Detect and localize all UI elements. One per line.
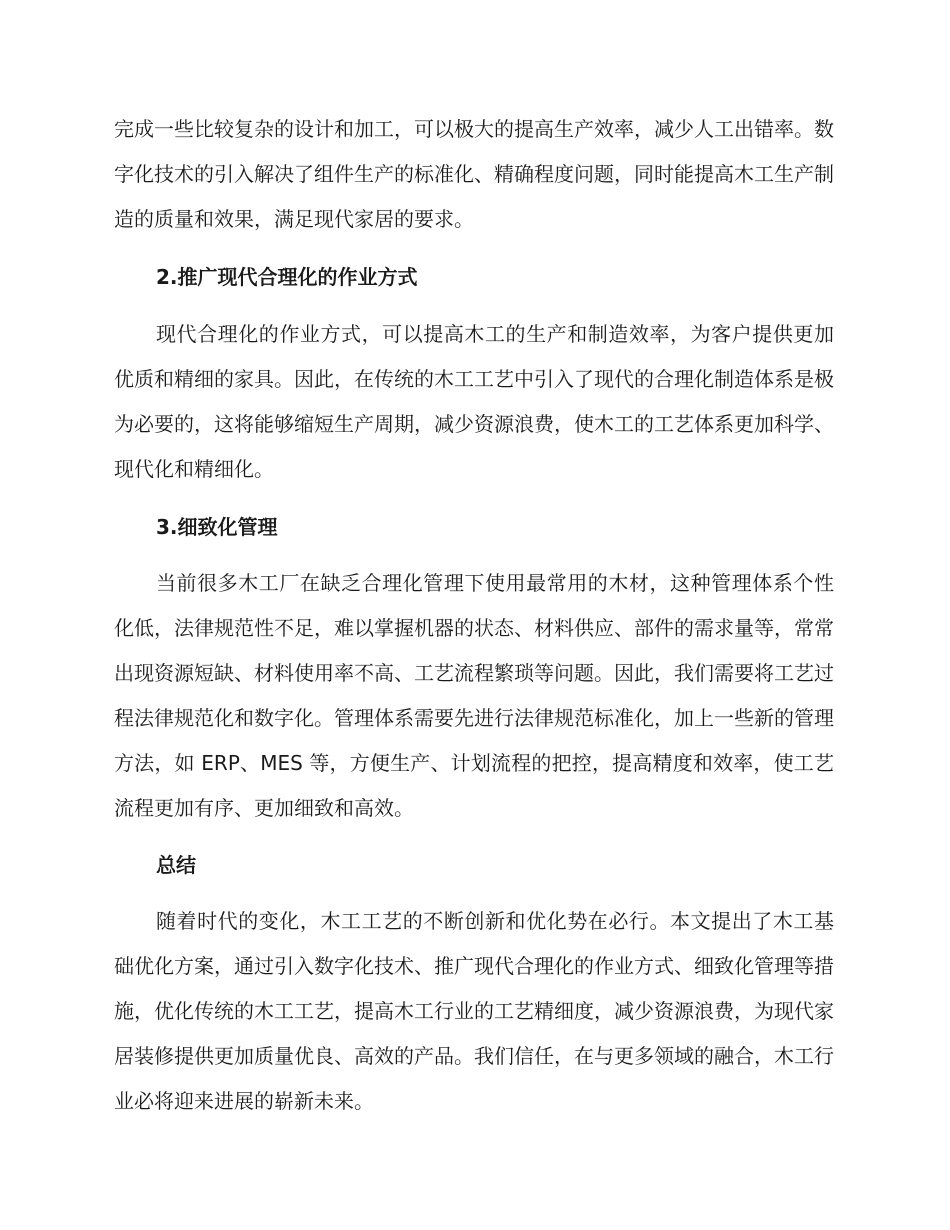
section-3-heading: 3.细致化管理 [156,515,278,539]
intro-paragraph: 完成一些比较复杂的设计和加工，可以极大的提高生产效率，减少人工出错率。数字化技术的引入解决了组件生产的标准化、精确程度问题，同时能提高木工生产制造的质量和效果，满足现代家居的要求。 [114,117,834,231]
summary-paragraph: 随着时代的变化，木工工艺的不断创新和优化势在必行。本文提出了木工基础优化方案，通过引入数字化技术、推广现代合理化的作业方式、细致化管理等措施，优化传统的木工工艺，提高木工行业的工艺精细度，减少资源浪费，为现代家居装修提供更加质量优良、高效的产品。我们信任，在与更多领域的融合，木工行业必将迎来进展的崭新未来。 [114,909,834,1113]
section-2-heading: 2.推广现代合理化的作业方式 [156,265,418,289]
section-3-paragraph: 当前很多木工厂在缺乏合理化管理下使用最常用的木材，这种管理体系个性化低，法律规范性不足，难以掌握机器的状态、材料供应、部件的需求量等，常常出现资源短缺、材料使用率不高、工艺流程繁琐等问题。因此，我们需要将工艺过程法律规范化和数字化。管理体系需要先进行法律规范标准化，加上一些新的管理方法，如 ERP、MES 等，方便生产、计划流程的把控，提高精度和效率，使工艺流程更加有序、更加细致和高效。 [114,571,834,820]
summary-heading: 总结 [156,853,196,877]
section-2-paragraph: 现代合理化的作业方式，可以提高木工的生产和制造效率，为客户提供更加优质和精细的家具。因此，在传统的木工工艺中引入了现代的合理化制造体系是极为必要的，这将能够缩短生产周期，减少资源浪费，使木工的工艺体系更加科学、现代化和精细化。 [114,322,834,481]
